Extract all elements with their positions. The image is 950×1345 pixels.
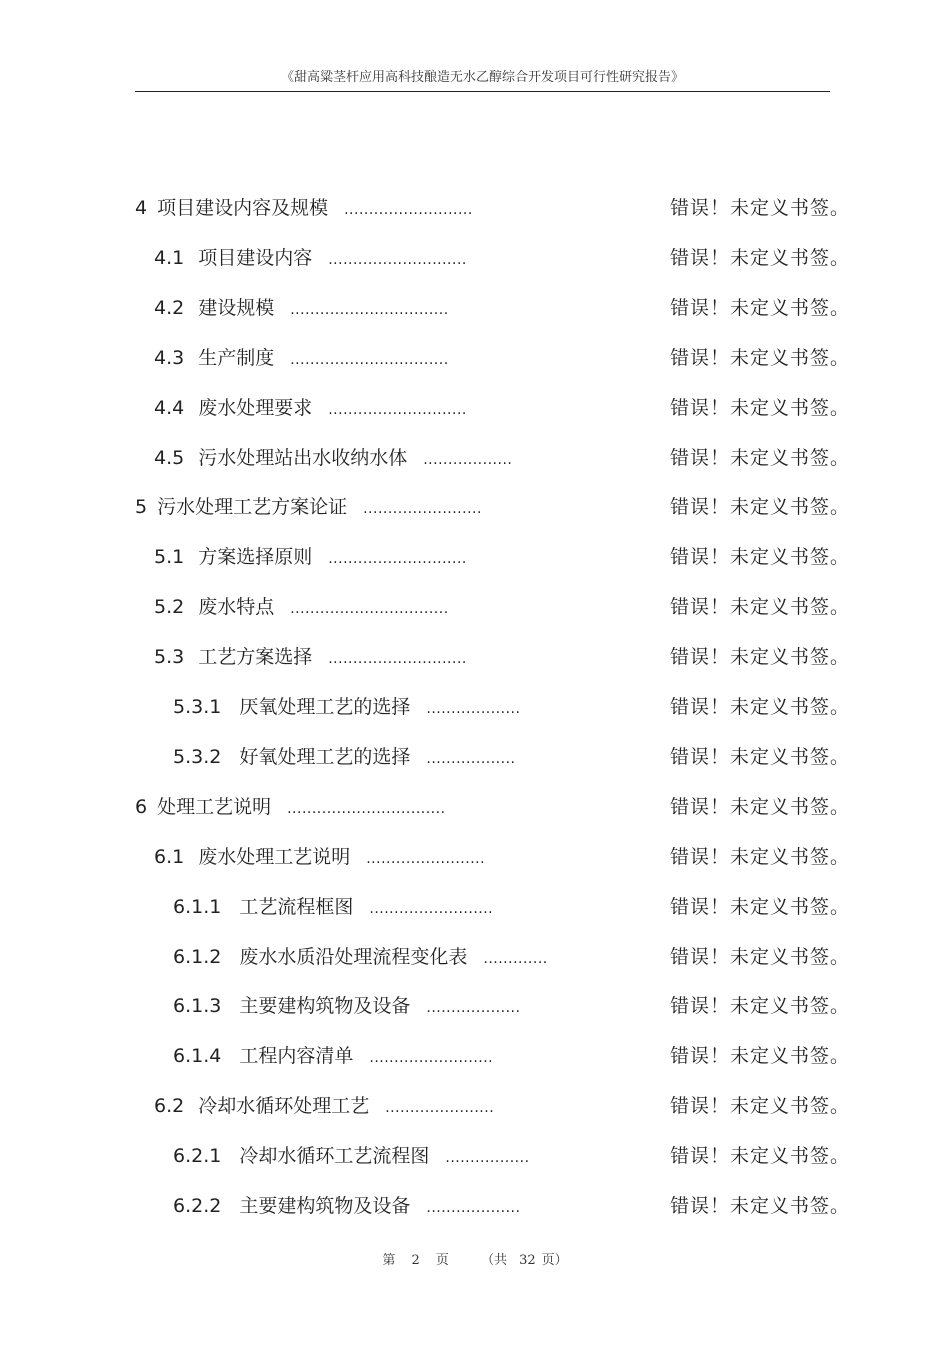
toc-entry-number: 6.2.1 <box>173 1145 222 1167</box>
toc-entry-number: 5.3 <box>154 646 185 668</box>
toc-entry-page-ref: 错误！未定义书签。 <box>670 247 851 269</box>
toc-entry-page-ref: 错误！未定义书签。 <box>670 846 851 868</box>
toc-entry-page-ref: 错误！未定义书签。 <box>670 746 851 768</box>
toc-entry-leader-dots: ...................... <box>385 1100 495 1116</box>
toc-entry-leader-dots: ............. <box>483 951 548 967</box>
toc-entry[interactable] <box>154 843 485 871</box>
toc-entry-title: 废水处理要求 <box>198 397 313 419</box>
toc-entry-title: 建设规模 <box>198 297 275 319</box>
toc-entry-leader-dots: .................. <box>426 751 516 767</box>
toc-entry-number: 5.2 <box>154 596 185 618</box>
toc-entry-title: 废水水质沿处理流程变化表 <box>239 946 468 968</box>
toc-entry-page-ref: 错误！未定义书签。 <box>670 1045 851 1067</box>
toc-entry-number: 4.2 <box>154 297 185 319</box>
toc-entry-number: 4 <box>135 197 148 219</box>
toc-entry-page-ref: 错误！未定义书签。 <box>670 297 851 319</box>
toc-entry-page-ref: 错误！未定义书签。 <box>670 596 851 618</box>
toc-entry[interactable] <box>154 394 467 422</box>
toc-entry-number: 4.1 <box>154 247 185 269</box>
toc-entry-title: 工艺方案选择 <box>198 646 313 668</box>
toc-entry-title: 工程内容清单 <box>239 1045 354 1067</box>
running-header: 《甜高粱茎杆应用高科技酿造无水乙醇综合开发项目可行性研究报告》 <box>280 70 684 85</box>
toc-entry-page-ref: 错误！未定义书签。 <box>670 546 851 568</box>
toc-entry[interactable] <box>173 693 520 721</box>
toc-entry-leader-dots: ............................ <box>328 252 467 268</box>
toc-entry[interactable] <box>135 493 482 521</box>
toc-entry-leader-dots: ................................ <box>287 801 446 817</box>
toc-entry-title: 污水处理站出水收纳水体 <box>198 447 408 469</box>
toc-entry-number: 4.5 <box>154 447 185 469</box>
toc-entry-title: 主要建构筑物及设备 <box>239 1195 411 1217</box>
toc-entry-title: 处理工艺说明 <box>157 796 272 818</box>
toc-entry-page-ref: 错误！未定义书签。 <box>670 447 851 469</box>
footer-total-prefix: （共 <box>481 1253 508 1268</box>
toc-entry[interactable] <box>154 444 512 472</box>
toc-entry-title: 工艺流程框图 <box>239 896 354 918</box>
toc-entry-page-ref: 错误！未定义书签。 <box>670 397 851 419</box>
toc-entry-page-ref: 错误！未定义书签。 <box>670 1145 851 1167</box>
toc-entry-number: 6.1.3 <box>173 995 222 1017</box>
toc-entry-title: 主要建构筑物及设备 <box>239 995 411 1017</box>
toc-entry[interactable] <box>173 1192 520 1220</box>
toc-entry-title: 废水特点 <box>198 596 275 618</box>
toc-entry-leader-dots: ................................ <box>290 302 449 318</box>
toc-entry-title: 厌氧处理工艺的选择 <box>239 696 411 718</box>
toc-entry-leader-dots: ................................ <box>290 601 449 617</box>
toc-entry-title: 好氧处理工艺的选择 <box>239 746 411 768</box>
toc-entry-page-ref: 错误！未定义书签。 <box>670 197 851 219</box>
toc-entry-title: 项目建设内容及规模 <box>157 197 329 219</box>
toc-entry-page-ref: 错误！未定义书签。 <box>670 646 851 668</box>
toc-entry-leader-dots: ................................ <box>290 352 449 368</box>
toc-entry[interactable] <box>173 893 493 921</box>
toc-entry[interactable] <box>154 344 449 372</box>
toc-entry[interactable] <box>154 1092 494 1120</box>
toc-entry-page-ref: 错误！未定义书签。 <box>670 496 851 518</box>
toc-entry-leader-dots: ......................... <box>369 901 494 917</box>
toc-entry-page-ref: 错误！未定义书签。 <box>670 696 851 718</box>
toc-entry-leader-dots: ........................ <box>366 851 486 867</box>
toc-entry[interactable] <box>173 1142 530 1170</box>
toc-entry-title: 污水处理工艺方案论证 <box>157 496 348 518</box>
toc-entry[interactable] <box>173 1042 493 1070</box>
toc-entry-title: 生产制度 <box>198 347 275 369</box>
toc-entry[interactable] <box>154 543 467 571</box>
toc-entry[interactable] <box>135 194 473 222</box>
toc-entry[interactable] <box>135 793 446 821</box>
toc-entry[interactable] <box>173 943 548 971</box>
footer-page-number: 2 <box>411 1253 420 1268</box>
toc-entry-leader-dots: ................... <box>426 701 521 717</box>
toc-entry[interactable] <box>173 743 515 771</box>
footer-prefix: 第 <box>382 1253 396 1268</box>
page-footer <box>0 1249 950 1268</box>
toc-entry-number: 6.2 <box>154 1095 185 1117</box>
toc-entry-page-ref: 错误！未定义书签。 <box>670 995 851 1017</box>
toc-entry-title: 项目建设内容 <box>198 247 313 269</box>
toc-entry-number: 5.3.1 <box>173 696 222 718</box>
toc-entry-page-ref: 错误！未定义书签。 <box>670 1095 851 1117</box>
toc-entry-leader-dots: ................. <box>445 1150 530 1166</box>
toc-entry-leader-dots: ............................ <box>328 551 467 567</box>
toc-entry-leader-dots: ......................... <box>369 1050 494 1066</box>
toc-entry-number: 6.1 <box>154 846 185 868</box>
toc-entry-leader-dots: ........................ <box>363 501 482 517</box>
toc-entry-page-ref: 错误！未定义书签。 <box>670 1195 851 1217</box>
footer-total-pages: 32 <box>519 1253 536 1268</box>
toc-entry-number: 5 <box>135 496 148 518</box>
toc-entry[interactable] <box>173 992 520 1020</box>
toc-entry-page-ref: 错误！未定义书签。 <box>670 796 851 818</box>
toc-entry-leader-dots: ................... <box>426 1000 521 1016</box>
footer-total-suffix: 页） <box>541 1253 568 1268</box>
toc-entry[interactable] <box>154 244 467 272</box>
toc-entry-title: 冷却水循环工艺流程图 <box>239 1145 430 1167</box>
toc-entry-page-ref: 错误！未定义书签。 <box>670 896 851 918</box>
toc-entry-title: 方案选择原则 <box>198 546 313 568</box>
toc-entry-page-ref: 错误！未定义书签。 <box>670 946 851 968</box>
toc-entry-number: 4.4 <box>154 397 185 419</box>
toc-entry-number: 6.1.4 <box>173 1045 222 1067</box>
toc-entry-title: 冷却水循环处理工艺 <box>198 1095 370 1117</box>
toc-entry-number: 4.3 <box>154 347 185 369</box>
toc-entry-leader-dots: ................... <box>426 1200 521 1216</box>
toc-entry-title: 废水处理工艺说明 <box>198 846 351 868</box>
toc-entry-leader-dots: ............................ <box>328 651 467 667</box>
toc-entry[interactable] <box>154 294 449 322</box>
toc-entry-number: 6.2.2 <box>173 1195 222 1217</box>
toc-entry-leader-dots: ............................ <box>328 402 467 418</box>
toc-entry-number: 6.1.1 <box>173 896 222 918</box>
toc-entry[interactable] <box>154 643 467 671</box>
toc-entry-number: 5.1 <box>154 546 185 568</box>
toc-entry-leader-dots: .......................... <box>344 202 473 218</box>
toc-entry-leader-dots: .................. <box>423 452 513 468</box>
toc-entry-number: 6.1.2 <box>173 946 222 968</box>
toc-entry[interactable] <box>154 593 449 621</box>
toc-entry-number: 5.3.2 <box>173 746 222 768</box>
footer-page-suffix: 页 <box>435 1253 449 1268</box>
toc-entry-page-ref: 错误！未定义书签。 <box>670 347 851 369</box>
toc-entry-number: 6 <box>135 796 148 818</box>
